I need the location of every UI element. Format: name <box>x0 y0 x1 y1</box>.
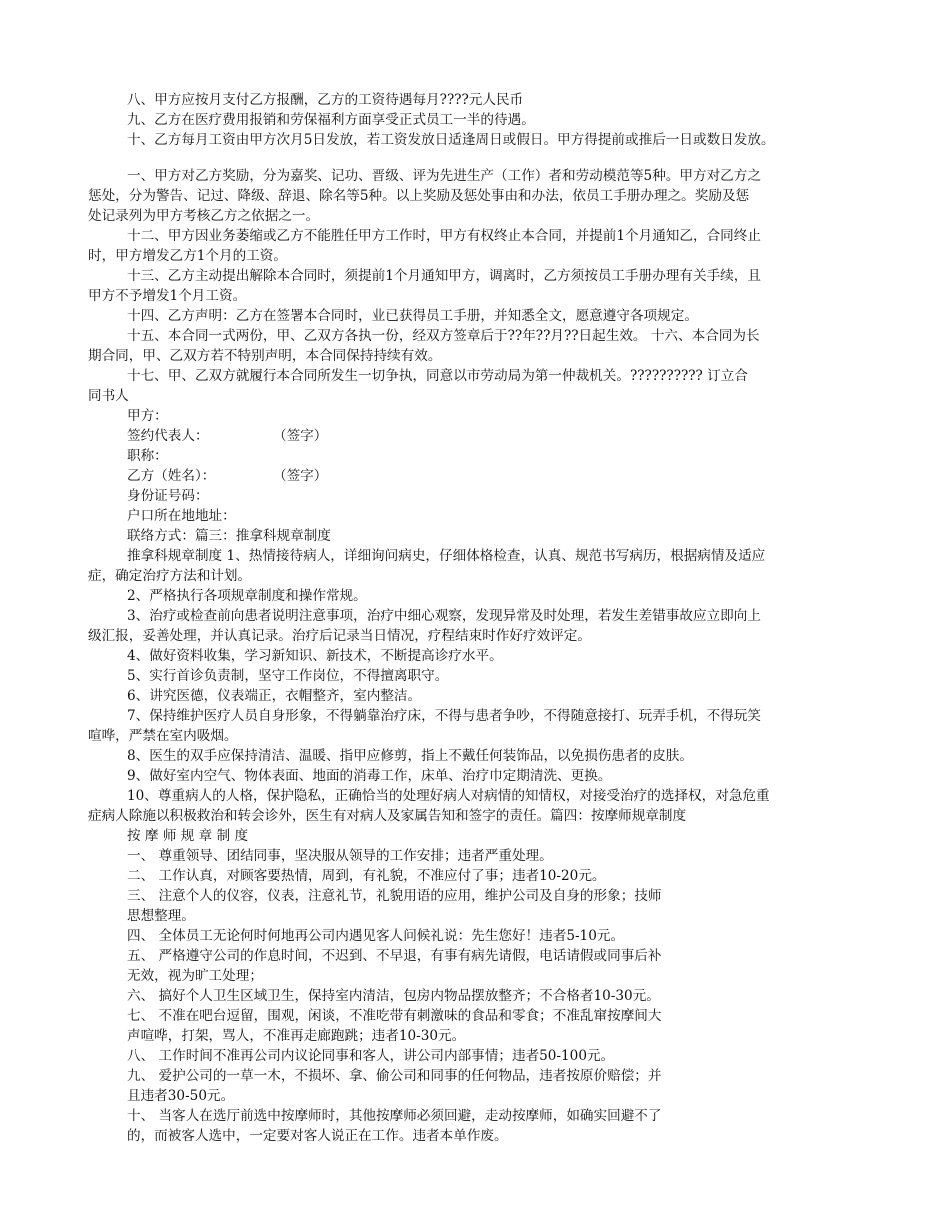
text-line: 6、讲究医德，仪表端正，衣帽整齐，室内整洁。 <box>127 688 422 704</box>
text-line: 3、治疗或检查前向患者说明注意事项，治疗中细心观察，发现异常及时处理，若发生差错事故应立即向上 <box>127 608 761 624</box>
text-line: 症病人除施以积极救治和转会诊外，医生有对病人及家属告知和签字的责任。篇四：按摩师规章制度 <box>88 808 687 824</box>
text-line: 十五、本合同一式两份，甲、乙双方各执一份，经双方签章后于??年??月??日起生效。 十六、本合同为长 <box>127 328 760 344</box>
text-line: 四、 全体员工无论何时何地再公司内遇见客人问候礼说：先生您好！违者5-10元。 <box>127 928 625 944</box>
signature-mark: （签字） <box>273 428 328 444</box>
text-line: 签约代表人： <box>127 428 209 444</box>
text-line: 8、医生的双手应保持清洁、温暖、指甲应修剪，指上不戴任何装饰品，以免损伤患者的皮肤。 <box>127 748 693 764</box>
text-line: 推拿科规章制度 1、热情接待病人，详细询问病史，仔细体格检查，认真、规范书写病历，根据病情及适应 <box>127 548 766 564</box>
text-line: 时，甲方增发乙方1个月的工资。 <box>88 248 287 264</box>
text-line: 十、乙方每月工资由甲方次月5日发放，若工资发放日适逢周日或假日。甲方得提前或推后一日或数日发放。 <box>127 132 775 148</box>
text-line: 思想整理。 <box>127 908 195 924</box>
text-line: 三、 注意个人的仪容，仪表，注意礼节，礼貌用语的应用，维护公司及自身的形象；技师 <box>127 888 662 904</box>
text-line: 按 摩 师 规 章 制 度 <box>127 828 249 844</box>
text-line: 甲方不予增发1个月工资。 <box>88 288 247 304</box>
text-line: 期合同，甲、乙双方若不特别声明，本合同保持持续有效。 <box>88 348 442 364</box>
text-line: 的，而被客人选中，一定要对客人说正在工作。违者本单作废。 <box>127 1128 508 1144</box>
text-line: 七、 不准在吧台逗留，围观，闲谈，不准吃带有刺激味的食品和零食；不准乱窜按摩间大 <box>127 1008 662 1024</box>
text-line: 八、甲方应按月支付乙方报酬，乙方的工资待遇每月????元人民币 <box>127 92 524 108</box>
text-line: 十、 当客人在选厅前选中按摩师时，其他按摩师必须回避，走动按摩师，如确实回避不了 <box>127 1108 662 1124</box>
text-line: 乙方（姓名）： <box>127 468 216 484</box>
text-line: 2、严格执行各项规章制度和操作常规。 <box>127 588 367 604</box>
text-line: 户口所在地地址： <box>127 508 236 524</box>
text-line: 职称： <box>127 448 168 464</box>
text-line: 一、甲方对乙方奖励，分为嘉奖、记功、晋级、评为先进生产（工作）者和劳动模范等5种。甲方对乙方之 <box>127 168 761 184</box>
signature-mark: （签字） <box>273 468 328 484</box>
text-line: 同书人 <box>88 388 129 404</box>
text-line: 二、 工作认真，对顾客要热情，周到，有礼貌，不准应付了事；违者10-20元。 <box>127 868 606 884</box>
text-line: 且违者30-50元。 <box>127 1088 235 1104</box>
text-line: 十二、甲方因业务萎缩或乙方不能胜任甲方工作时，甲方有权终止本合同，并提前1个月通知乙，合同终止 <box>127 228 761 244</box>
text-line: 处记录列为甲方考核乙方之依据之一。 <box>88 208 320 224</box>
text-line: 九、 爱护公司的一草一木，不损坏、拿、偷公司和同事的任何物品，违者按原价赔偿；并 <box>127 1068 662 1084</box>
text-line: 5、实行首诊负责制，坚守工作岗位，不得擅离职守。 <box>127 668 449 684</box>
text-line: 10、尊重病人的人格，保护隐私，正确恰当的处理好病人对病情的知情权，对接受治疗的选择权，对急危重 <box>127 788 770 804</box>
text-line: 喧哗，严禁在室内吸烟。 <box>88 728 238 744</box>
text-line: 八、 工作时间不准再公司内议论同事和客人，讲公司内部事情；违者50-100元。 <box>127 1048 615 1064</box>
text-line: 9、做好室内空气、物体表面、地面的消毒工作，床单、治疗巾定期清洗、更换。 <box>127 768 612 784</box>
text-line: 甲方： <box>127 408 168 424</box>
text-line: 4、做好资料收集，学习新知识、新技术，不断提高诊疗水平。 <box>127 648 503 664</box>
text-line: 九、乙方在医疗费用报销和劳保福利方面享受正式员工一半的待遇。 <box>127 112 535 128</box>
text-line: 十三、乙方主动提出解除本合同时，须提前1个月通知甲方，调离时，乙方须按员工手册办理有关手续，且 <box>127 268 761 284</box>
text-line: 十四、乙方声明：乙方在签署本合同时，业已获得员工手册，并知悉全文，愿意遵守各项规定。 <box>127 308 698 324</box>
text-line: 惩处，分为警告、记过、降级、辞退、除名等5种。以上奖励及惩处事由和办法，依员工手册办理之。奖励及惩 <box>88 188 750 204</box>
text-line: 7、保持维护医疗人员自身形象，不得躺靠治疗床，不得与患者争吵，不得随意接打、玩弄手机，不得玩笑 <box>127 708 761 724</box>
text-line: 声喧哗，打架，骂人，不准再走廊跑跳；违者10-30元。 <box>127 1028 466 1044</box>
text-line: 十七、甲、乙双方就履行本合同所发生一切争执，同意以市劳动局为第一仲裁机关。?????????? 订立合 <box>127 368 748 384</box>
text-line: 一、 尊重领导、团结同事，坚决服从领导的工作安排；违者严重处理。 <box>127 848 553 864</box>
text-line: 症，确定治疗方法和计划。 <box>88 568 252 584</box>
text-line: 无效，视为旷工处理； <box>127 968 263 984</box>
text-line: 联络方式：篇三：推拿科规章制度 <box>127 528 331 544</box>
text-line: 五、 严格遵守公司的作息时间，不迟到、不早退，有事有病先请假，电话请假或同事后补 <box>127 948 662 964</box>
text-line: 级汇报，妥善处理，并认真记录。治疗后记录当日情况，疗程结束时作好疗效评定。 <box>88 628 591 644</box>
text-line: 六、 搞好个人卫生区域卫生，保持室内清洁，包房内物品摆放整齐；不合格者10-30元。 <box>127 988 660 1004</box>
text-line: 身份证号码： <box>127 488 209 504</box>
